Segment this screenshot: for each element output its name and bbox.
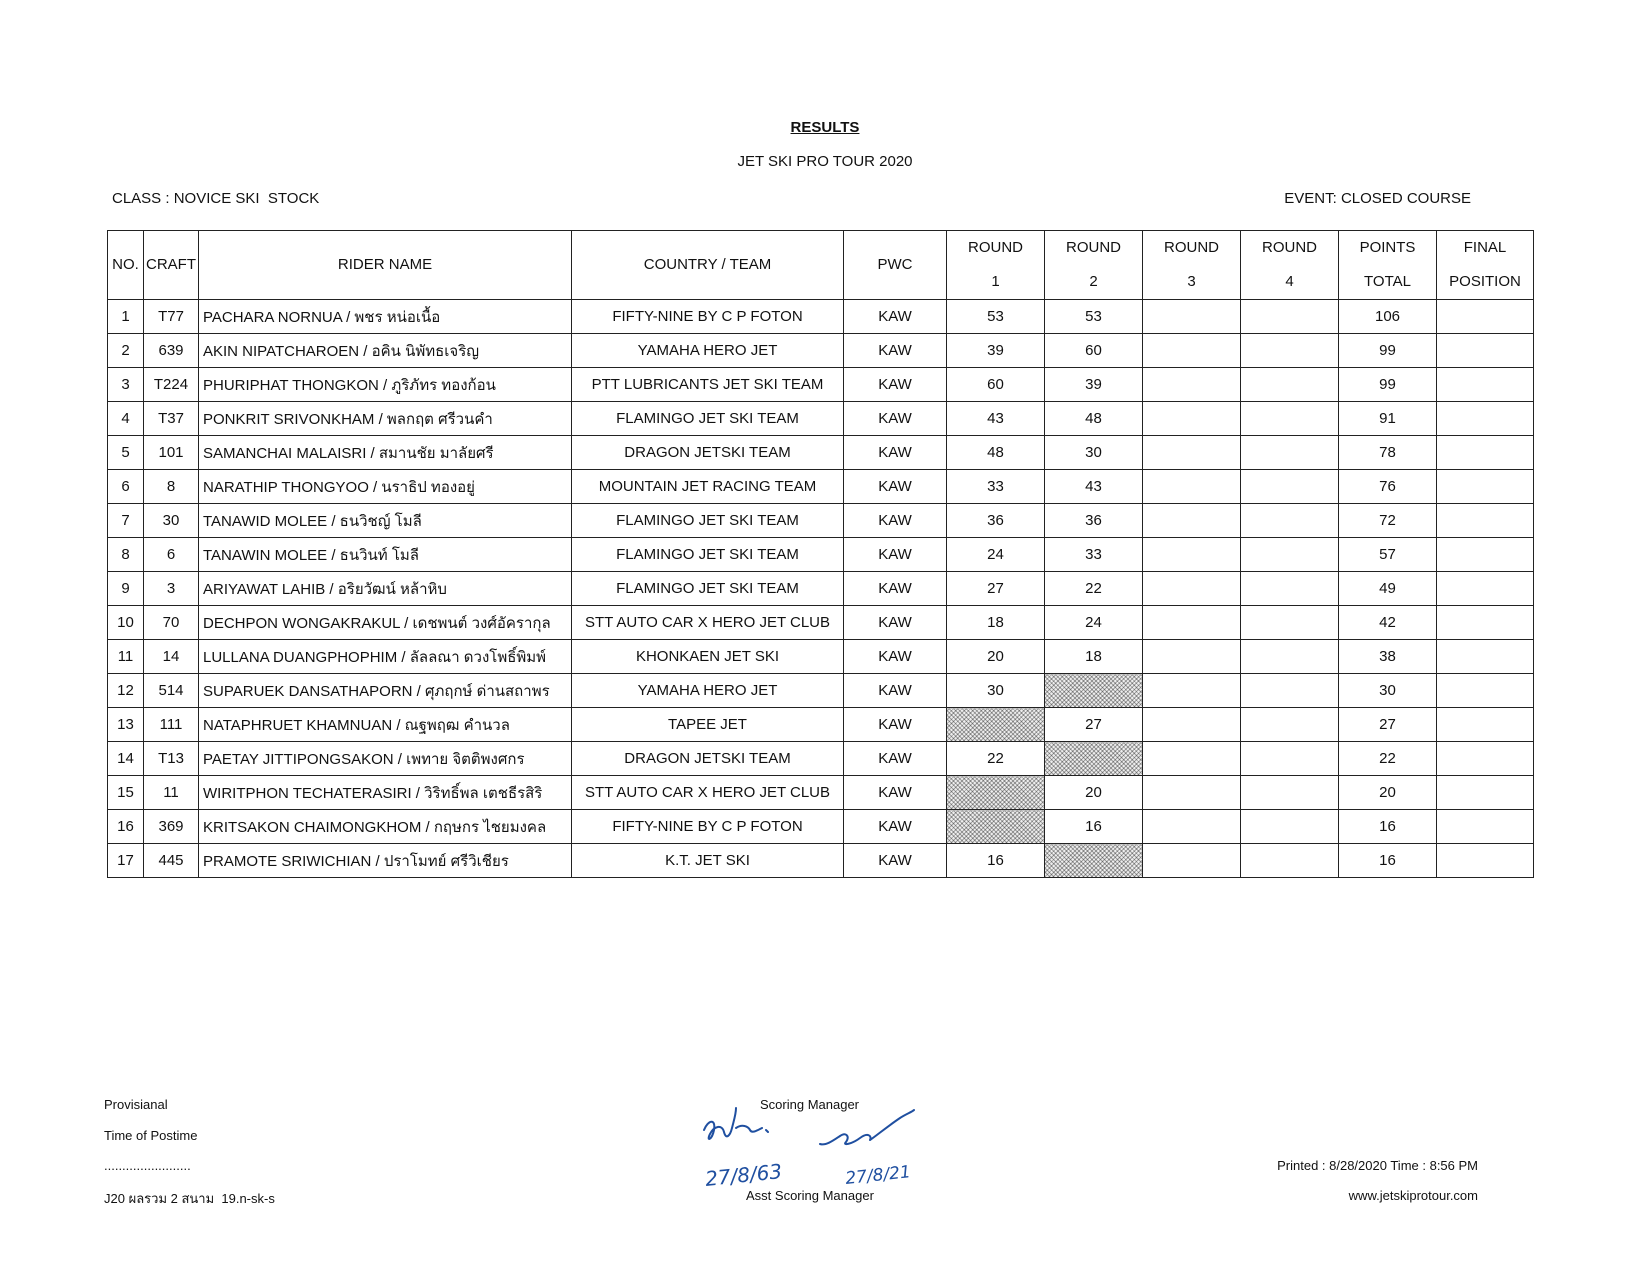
cell-round-4: [1241, 640, 1339, 674]
cell-craft: T77: [144, 300, 199, 334]
cell-round-2: 60: [1045, 334, 1143, 368]
event-label: EVENT: CLOSED COURSE: [1284, 190, 1471, 207]
table-row: [108, 776, 1534, 810]
col-header-round-1: ROUND 1: [947, 231, 1045, 300]
cell-points-total: 27: [1339, 708, 1437, 742]
cell-round-1: 20: [947, 640, 1045, 674]
cell-country-team: FIFTY-NINE BY C P FOTON: [572, 810, 844, 844]
provisional-label: Provisianal: [104, 1097, 168, 1112]
cell-round-1: 33: [947, 470, 1045, 504]
cell-round-2: 22: [1045, 572, 1143, 606]
cell-no: 17: [108, 844, 144, 878]
col-header-team: COUNTRY / TEAM: [572, 231, 844, 300]
cell-rider-name: PONKRIT SRIVONKHAM / พลกฤต ศรีวนคำ: [199, 402, 572, 436]
cell-craft: T224: [144, 368, 199, 402]
table-row: [108, 708, 1534, 742]
cell-country-team: STT AUTO CAR X HERO JET CLUB: [572, 776, 844, 810]
table-row: [108, 742, 1534, 776]
cell-craft: 639: [144, 334, 199, 368]
cell-craft: 111: [144, 708, 199, 742]
cell-round-2: 48: [1045, 402, 1143, 436]
cell-round-2: 16: [1045, 810, 1143, 844]
cell-pwc: KAW: [844, 844, 947, 878]
col-header-pwc: PWC: [844, 231, 947, 300]
col-header-craft: CRAFT: [144, 231, 199, 300]
cell-pwc: KAW: [844, 674, 947, 708]
cell-pwc: KAW: [844, 776, 947, 810]
cell-round-1: [947, 708, 1045, 742]
cell-round-1: 22: [947, 742, 1045, 776]
col-header-round-2: ROUND 2: [1045, 231, 1143, 300]
cell-craft: 3: [144, 572, 199, 606]
cell-rider-name: SAMANCHAI MALAISRI / สมานชัย มาลัยศรี: [199, 436, 572, 470]
cell-round-1: [947, 810, 1045, 844]
cell-round-2: 24: [1045, 606, 1143, 640]
cell-points-total: 16: [1339, 810, 1437, 844]
cell-country-team: FLAMINGO JET SKI TEAM: [572, 538, 844, 572]
cell-no: 13: [108, 708, 144, 742]
cell-round-1: 18: [947, 606, 1045, 640]
cell-final-position: [1437, 538, 1534, 572]
cell-round-1: 27: [947, 572, 1045, 606]
cell-rider-name: PRAMOTE SRIWICHIAN / ปราโมทย์ ศรีวิเชียร: [199, 844, 572, 878]
cell-points-total: 99: [1339, 368, 1437, 402]
cell-pwc: KAW: [844, 402, 947, 436]
table-row: [108, 504, 1534, 538]
col-header-final-position: FINAL POSITION: [1437, 231, 1534, 300]
cell-rider-name: KRITSAKON CHAIMONGKHOM / กฤษกร ไชยมงคล: [199, 810, 572, 844]
handwritten-date-2: 27/8/21: [844, 1162, 912, 1189]
cell-round-2: 43: [1045, 470, 1143, 504]
class-label: CLASS : NOVICE SKI STOCK: [112, 190, 320, 207]
dotted-line: ........................: [104, 1158, 191, 1173]
results-title: RESULTS: [790, 119, 860, 136]
cell-round-4: [1241, 504, 1339, 538]
file-reference: J20 ผลรวม 2 สนาม 19.n-sk-s: [104, 1191, 275, 1206]
website-url: www.jetskiprotour.com: [1348, 1188, 1478, 1203]
cell-rider-name: DECHPON WONGAKRAKUL / เดชพนต์ วงศ์อัครากุล: [199, 606, 572, 640]
cell-country-team: FLAMINGO JET SKI TEAM: [572, 402, 844, 436]
cell-final-position: [1437, 640, 1534, 674]
cell-points-total: 76: [1339, 470, 1437, 504]
cell-craft: 445: [144, 844, 199, 878]
table-row: [108, 402, 1534, 436]
cell-round-4: [1241, 402, 1339, 436]
cell-pwc: KAW: [844, 436, 947, 470]
table-row: [108, 810, 1534, 844]
cell-country-team: TAPEE JET: [572, 708, 844, 742]
cell-country-team: DRAGON JETSKI TEAM: [572, 742, 844, 776]
signature-2-stroke: [820, 1110, 914, 1144]
cell-country-team: FIFTY-NINE BY C P FOTON: [572, 300, 844, 334]
cell-country-team: YAMAHA HERO JET: [572, 334, 844, 368]
table-row: [108, 436, 1534, 470]
cell-no: 8: [108, 538, 144, 572]
cell-round-4: [1241, 606, 1339, 640]
cell-final-position: [1437, 334, 1534, 368]
cell-round-4: [1241, 436, 1339, 470]
cell-final-position: [1437, 436, 1534, 470]
cell-rider-name: WIRITPHON TECHATERASIRI / วิริทธิ์พล เตชธีรสิริ: [199, 776, 572, 810]
cell-no: 11: [108, 640, 144, 674]
cell-round-1: 39: [947, 334, 1045, 368]
cell-round-3: [1143, 844, 1241, 878]
cell-rider-name: LULLANA DUANGPHOPHIM / ลัลลณา ดวงโพธิ์พิมพ์: [199, 640, 572, 674]
cell-country-team: K.T. JET SKI: [572, 844, 844, 878]
cell-round-3: [1143, 742, 1241, 776]
table-row: [108, 538, 1534, 572]
cell-no: 3: [108, 368, 144, 402]
cell-country-team: DRAGON JETSKI TEAM: [572, 436, 844, 470]
cell-points-total: 30: [1339, 674, 1437, 708]
cell-final-position: [1437, 300, 1534, 334]
cell-round-1: 48: [947, 436, 1045, 470]
cell-craft: 70: [144, 606, 199, 640]
table-row: [108, 368, 1534, 402]
cell-round-1: 24: [947, 538, 1045, 572]
cell-country-team: FLAMINGO JET SKI TEAM: [572, 572, 844, 606]
cell-pwc: KAW: [844, 708, 947, 742]
cell-points-total: 42: [1339, 606, 1437, 640]
cell-final-position: [1437, 742, 1534, 776]
results-body: [108, 300, 1534, 878]
table-row: [108, 674, 1534, 708]
cell-rider-name: TANAWID MOLEE / ธนวิชญ์ โมลี: [199, 504, 572, 538]
scoring-manager-label: Scoring Manager: [760, 1097, 859, 1112]
cell-round-3: [1143, 538, 1241, 572]
cell-round-3: [1143, 640, 1241, 674]
cell-rider-name: NARATHIP THONGYOO / นราธิป ทองอยู่: [199, 470, 572, 504]
cell-round-1: 43: [947, 402, 1045, 436]
cell-round-3: [1143, 776, 1241, 810]
cell-round-4: [1241, 844, 1339, 878]
cell-pwc: KAW: [844, 640, 947, 674]
cell-round-3: [1143, 708, 1241, 742]
cell-pwc: KAW: [844, 504, 947, 538]
cell-final-position: [1437, 708, 1534, 742]
cell-craft: 30: [144, 504, 199, 538]
cell-pwc: KAW: [844, 300, 947, 334]
cell-round-3: [1143, 436, 1241, 470]
cell-round-1: 16: [947, 844, 1045, 878]
cell-points-total: 91: [1339, 402, 1437, 436]
cell-country-team: PTT LUBRICANTS JET SKI TEAM: [572, 368, 844, 402]
cell-points-total: 22: [1339, 742, 1437, 776]
table-row: [108, 572, 1534, 606]
cell-final-position: [1437, 674, 1534, 708]
cell-round-2: 27: [1045, 708, 1143, 742]
cell-round-2: [1045, 674, 1143, 708]
cell-round-4: [1241, 776, 1339, 810]
cell-no: 6: [108, 470, 144, 504]
cell-craft: 11: [144, 776, 199, 810]
cell-round-2: 33: [1045, 538, 1143, 572]
cell-craft: 8: [144, 470, 199, 504]
cell-round-3: [1143, 810, 1241, 844]
cell-round-1: [947, 776, 1045, 810]
asst-scoring-manager-label: Asst Scoring Manager: [746, 1188, 874, 1203]
cell-round-2: 36: [1045, 504, 1143, 538]
cell-pwc: KAW: [844, 810, 947, 844]
cell-final-position: [1437, 844, 1534, 878]
table-row: [108, 334, 1534, 368]
cell-country-team: YAMAHA HERO JET: [572, 674, 844, 708]
cell-round-3: [1143, 504, 1241, 538]
cell-round-4: [1241, 368, 1339, 402]
cell-points-total: 78: [1339, 436, 1437, 470]
cell-rider-name: ARIYAWAT LAHIB / อริยวัฒน์ หล้าหิบ: [199, 572, 572, 606]
cell-craft: T37: [144, 402, 199, 436]
cell-round-1: 53: [947, 300, 1045, 334]
cell-rider-name: TANAWIN MOLEE / ธนวินท์ โมลี: [199, 538, 572, 572]
cell-pwc: KAW: [844, 334, 947, 368]
cell-round-3: [1143, 572, 1241, 606]
cell-no: 1: [108, 300, 144, 334]
table-row: [108, 300, 1534, 334]
cell-final-position: [1437, 572, 1534, 606]
cell-country-team: STT AUTO CAR X HERO JET CLUB: [572, 606, 844, 640]
cell-country-team: FLAMINGO JET SKI TEAM: [572, 504, 844, 538]
cell-round-3: [1143, 402, 1241, 436]
cell-no: 2: [108, 334, 144, 368]
cell-round-3: [1143, 334, 1241, 368]
cell-no: 10: [108, 606, 144, 640]
cell-round-1: 60: [947, 368, 1045, 402]
cell-round-4: [1241, 572, 1339, 606]
table-row: [108, 844, 1534, 878]
col-header-no: NO.: [108, 231, 144, 300]
col-header-round-3: ROUND 3: [1143, 231, 1241, 300]
cell-pwc: KAW: [844, 538, 947, 572]
cell-pwc: KAW: [844, 606, 947, 640]
cell-round-3: [1143, 300, 1241, 334]
cell-rider-name: PHURIPHAT THONGKON / ภูริภัทร ทองก้อน: [199, 368, 572, 402]
cell-round-2: 20: [1045, 776, 1143, 810]
cell-round-4: [1241, 300, 1339, 334]
signature-1-stroke: [704, 1108, 768, 1139]
cell-no: 15: [108, 776, 144, 810]
cell-craft: 101: [144, 436, 199, 470]
cell-no: 7: [108, 504, 144, 538]
cell-round-3: [1143, 606, 1241, 640]
cell-no: 12: [108, 674, 144, 708]
cell-round-4: [1241, 708, 1339, 742]
cell-round-1: 30: [947, 674, 1045, 708]
cell-points-total: 20: [1339, 776, 1437, 810]
cell-final-position: [1437, 470, 1534, 504]
col-header-round-4: ROUND 4: [1241, 231, 1339, 300]
cell-points-total: 49: [1339, 572, 1437, 606]
cell-pwc: KAW: [844, 572, 947, 606]
cell-final-position: [1437, 776, 1534, 810]
results-table: [107, 230, 1534, 878]
cell-round-4: [1241, 674, 1339, 708]
cell-final-position: [1437, 368, 1534, 402]
col-header-rider: RIDER NAME: [199, 231, 572, 300]
cell-no: 4: [108, 402, 144, 436]
cell-rider-name: AKIN NIPATCHAROEN / อคิน นิพัทธเจริญ: [199, 334, 572, 368]
cell-round-4: [1241, 810, 1339, 844]
cell-craft: 514: [144, 674, 199, 708]
cell-country-team: MOUNTAIN JET RACING TEAM: [572, 470, 844, 504]
cell-rider-name: SUPARUEK DANSATHAPORN / ศุภฤกษ์ ด่านสถาพร: [199, 674, 572, 708]
cell-no: 16: [108, 810, 144, 844]
cell-rider-name: PAETAY JITTIPONGSAKON / เพทาย จิตติพงศกร: [199, 742, 572, 776]
cell-round-3: [1143, 470, 1241, 504]
cell-points-total: 38: [1339, 640, 1437, 674]
cell-points-total: 72: [1339, 504, 1437, 538]
cell-points-total: 16: [1339, 844, 1437, 878]
cell-round-2: 18: [1045, 640, 1143, 674]
table-row: [108, 470, 1534, 504]
cell-pwc: KAW: [844, 470, 947, 504]
table-row: [108, 606, 1534, 640]
cell-final-position: [1437, 402, 1534, 436]
cell-rider-name: PACHARA NORNUA / พชร หน่อเนื้อ: [199, 300, 572, 334]
cell-craft: T13: [144, 742, 199, 776]
cell-no: 5: [108, 436, 144, 470]
event-subtitle: JET SKI PRO TOUR 2020: [737, 153, 913, 170]
cell-craft: 6: [144, 538, 199, 572]
handwritten-date-1: 27/8/63: [704, 1159, 784, 1191]
cell-points-total: 106: [1339, 300, 1437, 334]
cell-round-3: [1143, 674, 1241, 708]
cell-round-3: [1143, 368, 1241, 402]
cell-round-1: 36: [947, 504, 1045, 538]
cell-round-2: 53: [1045, 300, 1143, 334]
cell-no: 14: [108, 742, 144, 776]
printed-timestamp: Printed : 8/28/2020 Time : 8:56 PM: [1277, 1158, 1478, 1173]
cell-final-position: [1437, 504, 1534, 538]
cell-round-2: [1045, 742, 1143, 776]
cell-country-team: KHONKAEN JET SKI: [572, 640, 844, 674]
table-header-row: [108, 231, 1534, 300]
handwritten-signatures: [700, 1100, 940, 1200]
cell-round-4: [1241, 470, 1339, 504]
cell-points-total: 57: [1339, 538, 1437, 572]
cell-rider-name: NATAPHRUET KHAMNUAN / ณฐพฤฒ คำนวล: [199, 708, 572, 742]
cell-craft: 369: [144, 810, 199, 844]
cell-round-4: [1241, 334, 1339, 368]
cell-round-2: [1045, 844, 1143, 878]
cell-round-4: [1241, 742, 1339, 776]
col-header-points-total: POINTS TOTAL: [1339, 231, 1437, 300]
cell-round-2: 39: [1045, 368, 1143, 402]
cell-final-position: [1437, 606, 1534, 640]
cell-points-total: 99: [1339, 334, 1437, 368]
cell-pwc: KAW: [844, 368, 947, 402]
time-of-posting-label: Time of Postime: [104, 1128, 198, 1143]
cell-round-4: [1241, 538, 1339, 572]
cell-craft: 14: [144, 640, 199, 674]
table-row: [108, 640, 1534, 674]
cell-final-position: [1437, 810, 1534, 844]
cell-pwc: KAW: [844, 742, 947, 776]
cell-round-2: 30: [1045, 436, 1143, 470]
cell-no: 9: [108, 572, 144, 606]
